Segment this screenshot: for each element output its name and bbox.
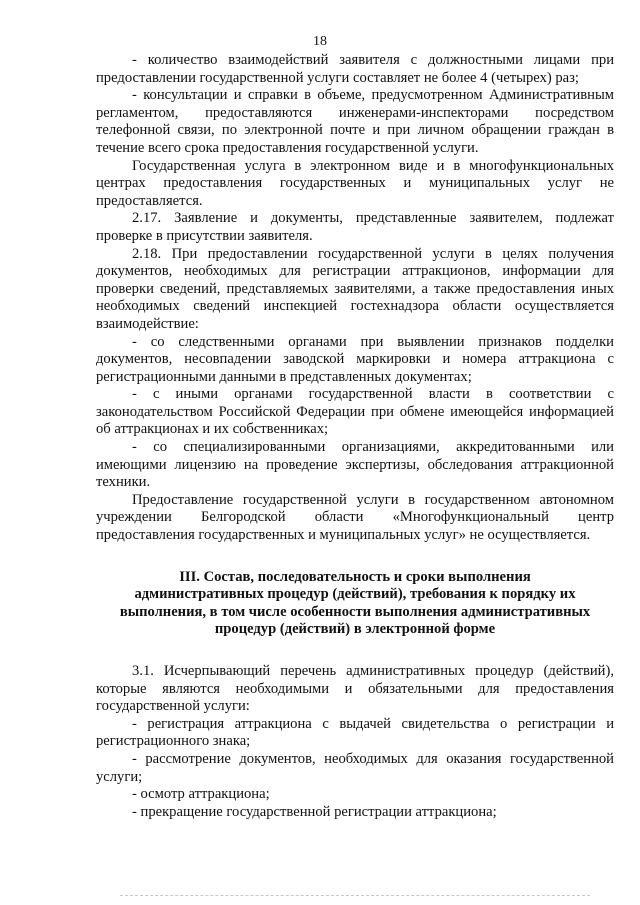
scan-edge-line bbox=[120, 895, 590, 896]
list-item-registration: - регистрация аттракциона с выдачей свидетельства о регистрации и регистрационного знака; bbox=[96, 715, 614, 750]
paragraph-other-authorities: - с иными органами государственной власти в соответствии с законодательством Российской Федерации при обмене имеющейся информацией об аттракционах и их собственниках; bbox=[96, 386, 614, 438]
paragraph-specialized-organizations: - со специализированными организациями, аккредитованными или имеющими лицензию на проведение экспертизы, обследования аттракционной техники. bbox=[96, 439, 614, 491]
paragraph-electronic-form: Государственная услуга в электронном виде и в многофункциональных центрах предоставления государственных и муниципальных услуг не предоставляется. bbox=[96, 157, 614, 209]
document-body bbox=[96, 52, 614, 821]
paragraph-mfc: Предоставление государственной услуги в государственном автономном учреждении Белгородской области «Многофункциональный центр предоставления государственных и муниципальных услуг» не осуществляется. bbox=[96, 491, 614, 544]
paragraph-2-17: 2.17. Заявление и документы, представленные заявителем, подлежат проверке в присутствии заявителя. bbox=[96, 210, 614, 244]
paragraph-3-1: 3.1. Исчерпывающий перечень административных процедур (действий), которые являются необходимыми и обязательными для предоставления государственной услуги: bbox=[96, 663, 614, 715]
paragraph-interactions-count: - количество взаимодействий заявителя с должностными лицами при предоставлении государственной услуги составляет не более 4 (четырех) раз; bbox=[96, 52, 614, 86]
paragraph-investigative-bodies: - со следственными органами при выявлении признаков подделки документов, несовпадении заводской маркировки и номера аттракциона с регистрационными данными в представленных документах; bbox=[96, 333, 614, 385]
section-heading: III. Состав, последовательность и сроки выполнения административных процедур (действий), требования к порядку их выполнения, в том числе особенности выполнения административных процедур (действий) в электронной форме bbox=[119, 568, 591, 638]
list-item-inspection: - осмотр аттракциона; bbox=[132, 786, 270, 803]
paragraph-2-18: 2.18. При предоставлении государственной услуги в целях получения документов, необходимых для регистрации аттракционов, информации для проверки сведений, представляемых заявителями, а также предоставления иных необходимых сведений инспекцией гостехнадзора области осуществляется взаимодействие: bbox=[96, 245, 614, 332]
list-item-document-review: - рассмотрение документов, необходимых для оказания государственной услуги; bbox=[96, 750, 614, 785]
page-number: 18 bbox=[313, 34, 327, 49]
list-item-termination: - прекращение государственной регистрации аттракциона; bbox=[132, 803, 497, 820]
paragraph-consultations: - консультации и справки в объеме, предусмотренном Административным регламентом, предоставляются инженерами-инспекторами посредством телефонной связи, по электронной почте и при личном обращении граждан в течение всего срока предоставления государственной услуги. bbox=[96, 87, 614, 156]
